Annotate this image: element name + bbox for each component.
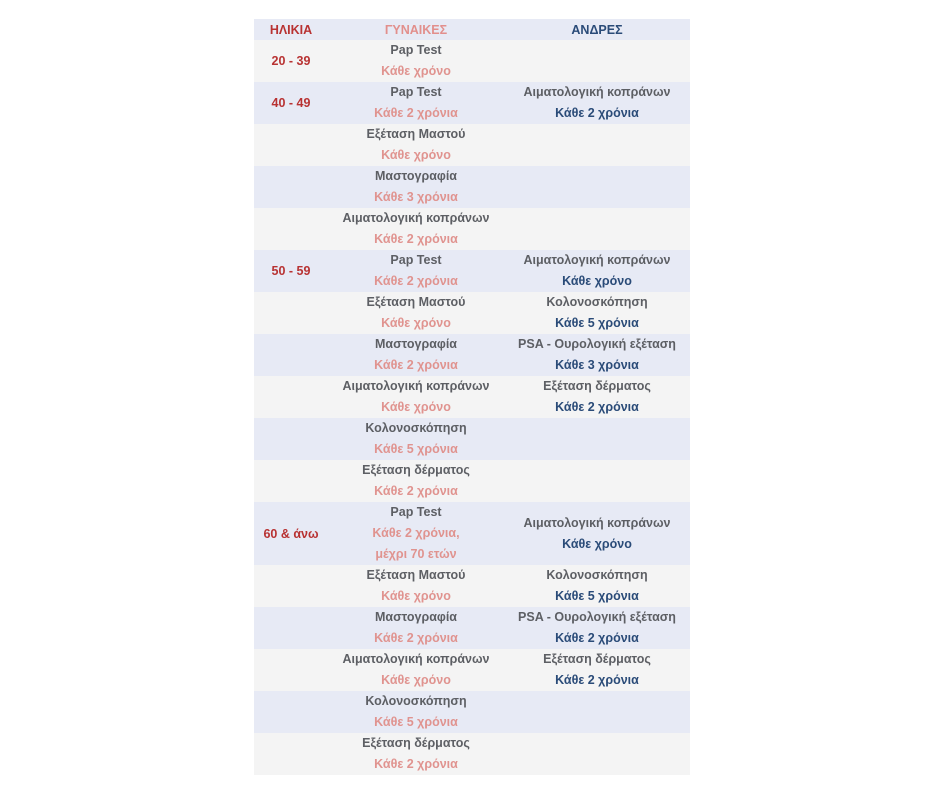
men-test-cell: [504, 124, 690, 166]
test-frequency: Κάθε 5 χρόνια: [374, 715, 458, 729]
test-frequency: Κάθε χρόνο: [562, 274, 632, 288]
test-frequency: Κάθε 2 χρόνια: [374, 757, 458, 771]
age-group-cell: 40 - 49: [254, 82, 328, 124]
age-group-cell: [254, 166, 328, 208]
men-test-cell: [504, 502, 690, 565]
men-test-cell: [504, 691, 690, 733]
test-frequency: Κάθε χρόνο: [381, 589, 451, 603]
women-test-cell: [328, 166, 504, 208]
table-row: [254, 40, 690, 82]
test-frequency: Κάθε 2 χρόνια: [374, 484, 458, 498]
test-name: Εξέταση δέρματος: [543, 379, 651, 393]
table-row: [254, 334, 690, 376]
header-age: ΗΛΙΚΙΑ: [254, 19, 328, 40]
age-group-cell: [254, 565, 328, 607]
test-name: Αιματολογική κοπράνων: [523, 515, 671, 530]
women-test-cell: [328, 334, 504, 376]
men-test-cell: [504, 607, 690, 649]
test-name: Μαστογραφία: [375, 610, 457, 624]
test-frequency: Κάθε 2 χρόνια: [555, 673, 639, 687]
men-test-cell: [504, 565, 690, 607]
women-test-cell: [328, 40, 504, 82]
test-frequency: Κάθε 2 χρόνια: [555, 106, 639, 120]
age-group-cell: 60 & άνω: [254, 502, 328, 565]
table-row: [254, 733, 690, 775]
table-body: [254, 40, 690, 775]
test-frequency: Κάθε 2 χρόνια: [374, 358, 458, 372]
table-row: [254, 376, 690, 418]
table-row: [254, 166, 690, 208]
table-row: [254, 649, 690, 691]
test-name: PSA - Ουρολογική εξέταση: [518, 337, 676, 351]
men-test-cell: [504, 40, 690, 82]
test-frequency: Κάθε χρόνο: [381, 316, 451, 330]
women-test-cell: [328, 250, 504, 292]
test-name: Εξέταση Μαστού: [366, 127, 466, 141]
test-name: Εξέταση Μαστού: [366, 568, 466, 582]
test-name: Αιματολογική κοπράνων: [342, 211, 490, 225]
test-name: Κολονοσκόπηση: [365, 694, 467, 708]
test-name: PSA - Ουρολογική εξέταση: [518, 610, 676, 624]
test-frequency: Κάθε 2 χρόνια: [374, 106, 458, 120]
women-test-cell: [328, 376, 504, 418]
table-row: [254, 565, 690, 607]
test-name: Pap Test: [390, 43, 442, 57]
table-row: [254, 691, 690, 733]
test-frequency: Κάθε 2 χρόνια: [374, 232, 458, 246]
age-group-cell: [254, 208, 328, 250]
men-test-cell: [504, 166, 690, 208]
age-group-cell: [254, 460, 328, 502]
test-frequency: Κάθε 2 χρόνια: [555, 400, 639, 414]
header-men: ΑΝΔΡΕΣ: [504, 19, 690, 40]
women-test-cell: [328, 82, 504, 124]
test-name: Εξέταση Μαστού: [366, 295, 466, 309]
table-row: [254, 82, 690, 124]
age-group-cell: [254, 649, 328, 691]
men-test-cell: [504, 733, 690, 775]
test-frequency: Κάθε χρόνο: [381, 400, 451, 414]
table-header-row: [254, 19, 690, 40]
test-frequency: Κάθε χρόνο: [381, 64, 451, 78]
test-name: Εξέταση δέρματος: [362, 736, 470, 750]
age-group-cell: 20 - 39: [254, 40, 328, 82]
women-test-cell: [328, 460, 504, 502]
test-frequency: Κάθε 2 χρόνια: [374, 631, 458, 645]
age-group-cell: [254, 733, 328, 775]
women-test-cell: [328, 649, 504, 691]
test-name: Αιματολογική κοπράνων: [523, 253, 671, 267]
table-row: [254, 460, 690, 502]
age-group-cell: 50 - 59: [254, 250, 328, 292]
test-name: Κολονοσκόπηση: [546, 295, 648, 309]
table-row: [254, 607, 690, 649]
test-frequency: μέχρι 70 ετών: [375, 547, 457, 561]
screening-schedule-table: [254, 19, 690, 775]
test-name: Εξέταση δέρματος: [543, 652, 651, 666]
table-row: [254, 292, 690, 334]
header-women: ΓΥΝΑΙΚΕΣ: [328, 19, 504, 40]
women-test-cell: [328, 691, 504, 733]
test-frequency: Κάθε 2 χρόνια,: [372, 526, 460, 540]
table-row: [254, 208, 690, 250]
women-test-cell: [328, 124, 504, 166]
test-frequency: Κάθε 3 χρόνια: [555, 358, 639, 372]
test-name: Pap Test: [390, 505, 442, 519]
women-test-cell: [328, 292, 504, 334]
women-test-cell: [328, 733, 504, 775]
age-group-cell: [254, 124, 328, 166]
men-test-cell: [504, 82, 690, 124]
age-group-cell: [254, 691, 328, 733]
test-frequency: Κάθε 3 χρόνια: [374, 190, 458, 204]
women-test-cell: [328, 502, 504, 565]
women-test-cell: [328, 208, 504, 250]
test-name: Αιματολογική κοπράνων: [523, 85, 671, 99]
men-test-cell: [504, 418, 690, 460]
men-test-cell: [504, 334, 690, 376]
table-row: [254, 250, 690, 292]
age-group-cell: [254, 334, 328, 376]
women-test-cell: [328, 418, 504, 460]
test-frequency: Κάθε χρόνο: [381, 673, 451, 687]
table-row: [254, 418, 690, 460]
test-name: Pap Test: [390, 253, 442, 267]
age-group-cell: [254, 292, 328, 334]
test-frequency: Κάθε 5 χρόνια: [555, 589, 639, 603]
men-test-cell: [504, 460, 690, 502]
men-test-cell: [504, 208, 690, 250]
table-row: [254, 502, 690, 565]
test-name: Μαστογραφία: [375, 169, 457, 183]
test-name: Κολονοσκόπηση: [365, 421, 467, 435]
women-test-cell: [328, 607, 504, 649]
test-name: Αιματολογική κοπράνων: [342, 379, 490, 393]
test-name: Εξέταση δέρματος: [362, 463, 470, 477]
test-name: Pap Test: [390, 85, 442, 99]
test-name: Μαστογραφία: [375, 337, 457, 351]
test-name: Αιματολογική κοπράνων: [342, 652, 490, 666]
table-row: [254, 124, 690, 166]
test-frequency: Κάθε χρόνο: [381, 148, 451, 162]
men-test-cell: [504, 292, 690, 334]
women-test-cell: [328, 565, 504, 607]
test-frequency: Κάθε 2 χρόνια: [555, 631, 639, 645]
men-test-cell: [504, 376, 690, 418]
age-group-cell: [254, 607, 328, 649]
age-group-cell: [254, 418, 328, 460]
test-name: Κολονοσκόπηση: [546, 568, 648, 582]
test-frequency: Κάθε χρόνο: [562, 536, 632, 551]
men-test-cell: [504, 250, 690, 292]
test-frequency: Κάθε 2 χρόνια: [374, 274, 458, 288]
test-frequency: Κάθε 5 χρόνια: [374, 442, 458, 456]
age-group-cell: [254, 376, 328, 418]
men-test-cell: [504, 649, 690, 691]
test-frequency: Κάθε 5 χρόνια: [555, 316, 639, 330]
